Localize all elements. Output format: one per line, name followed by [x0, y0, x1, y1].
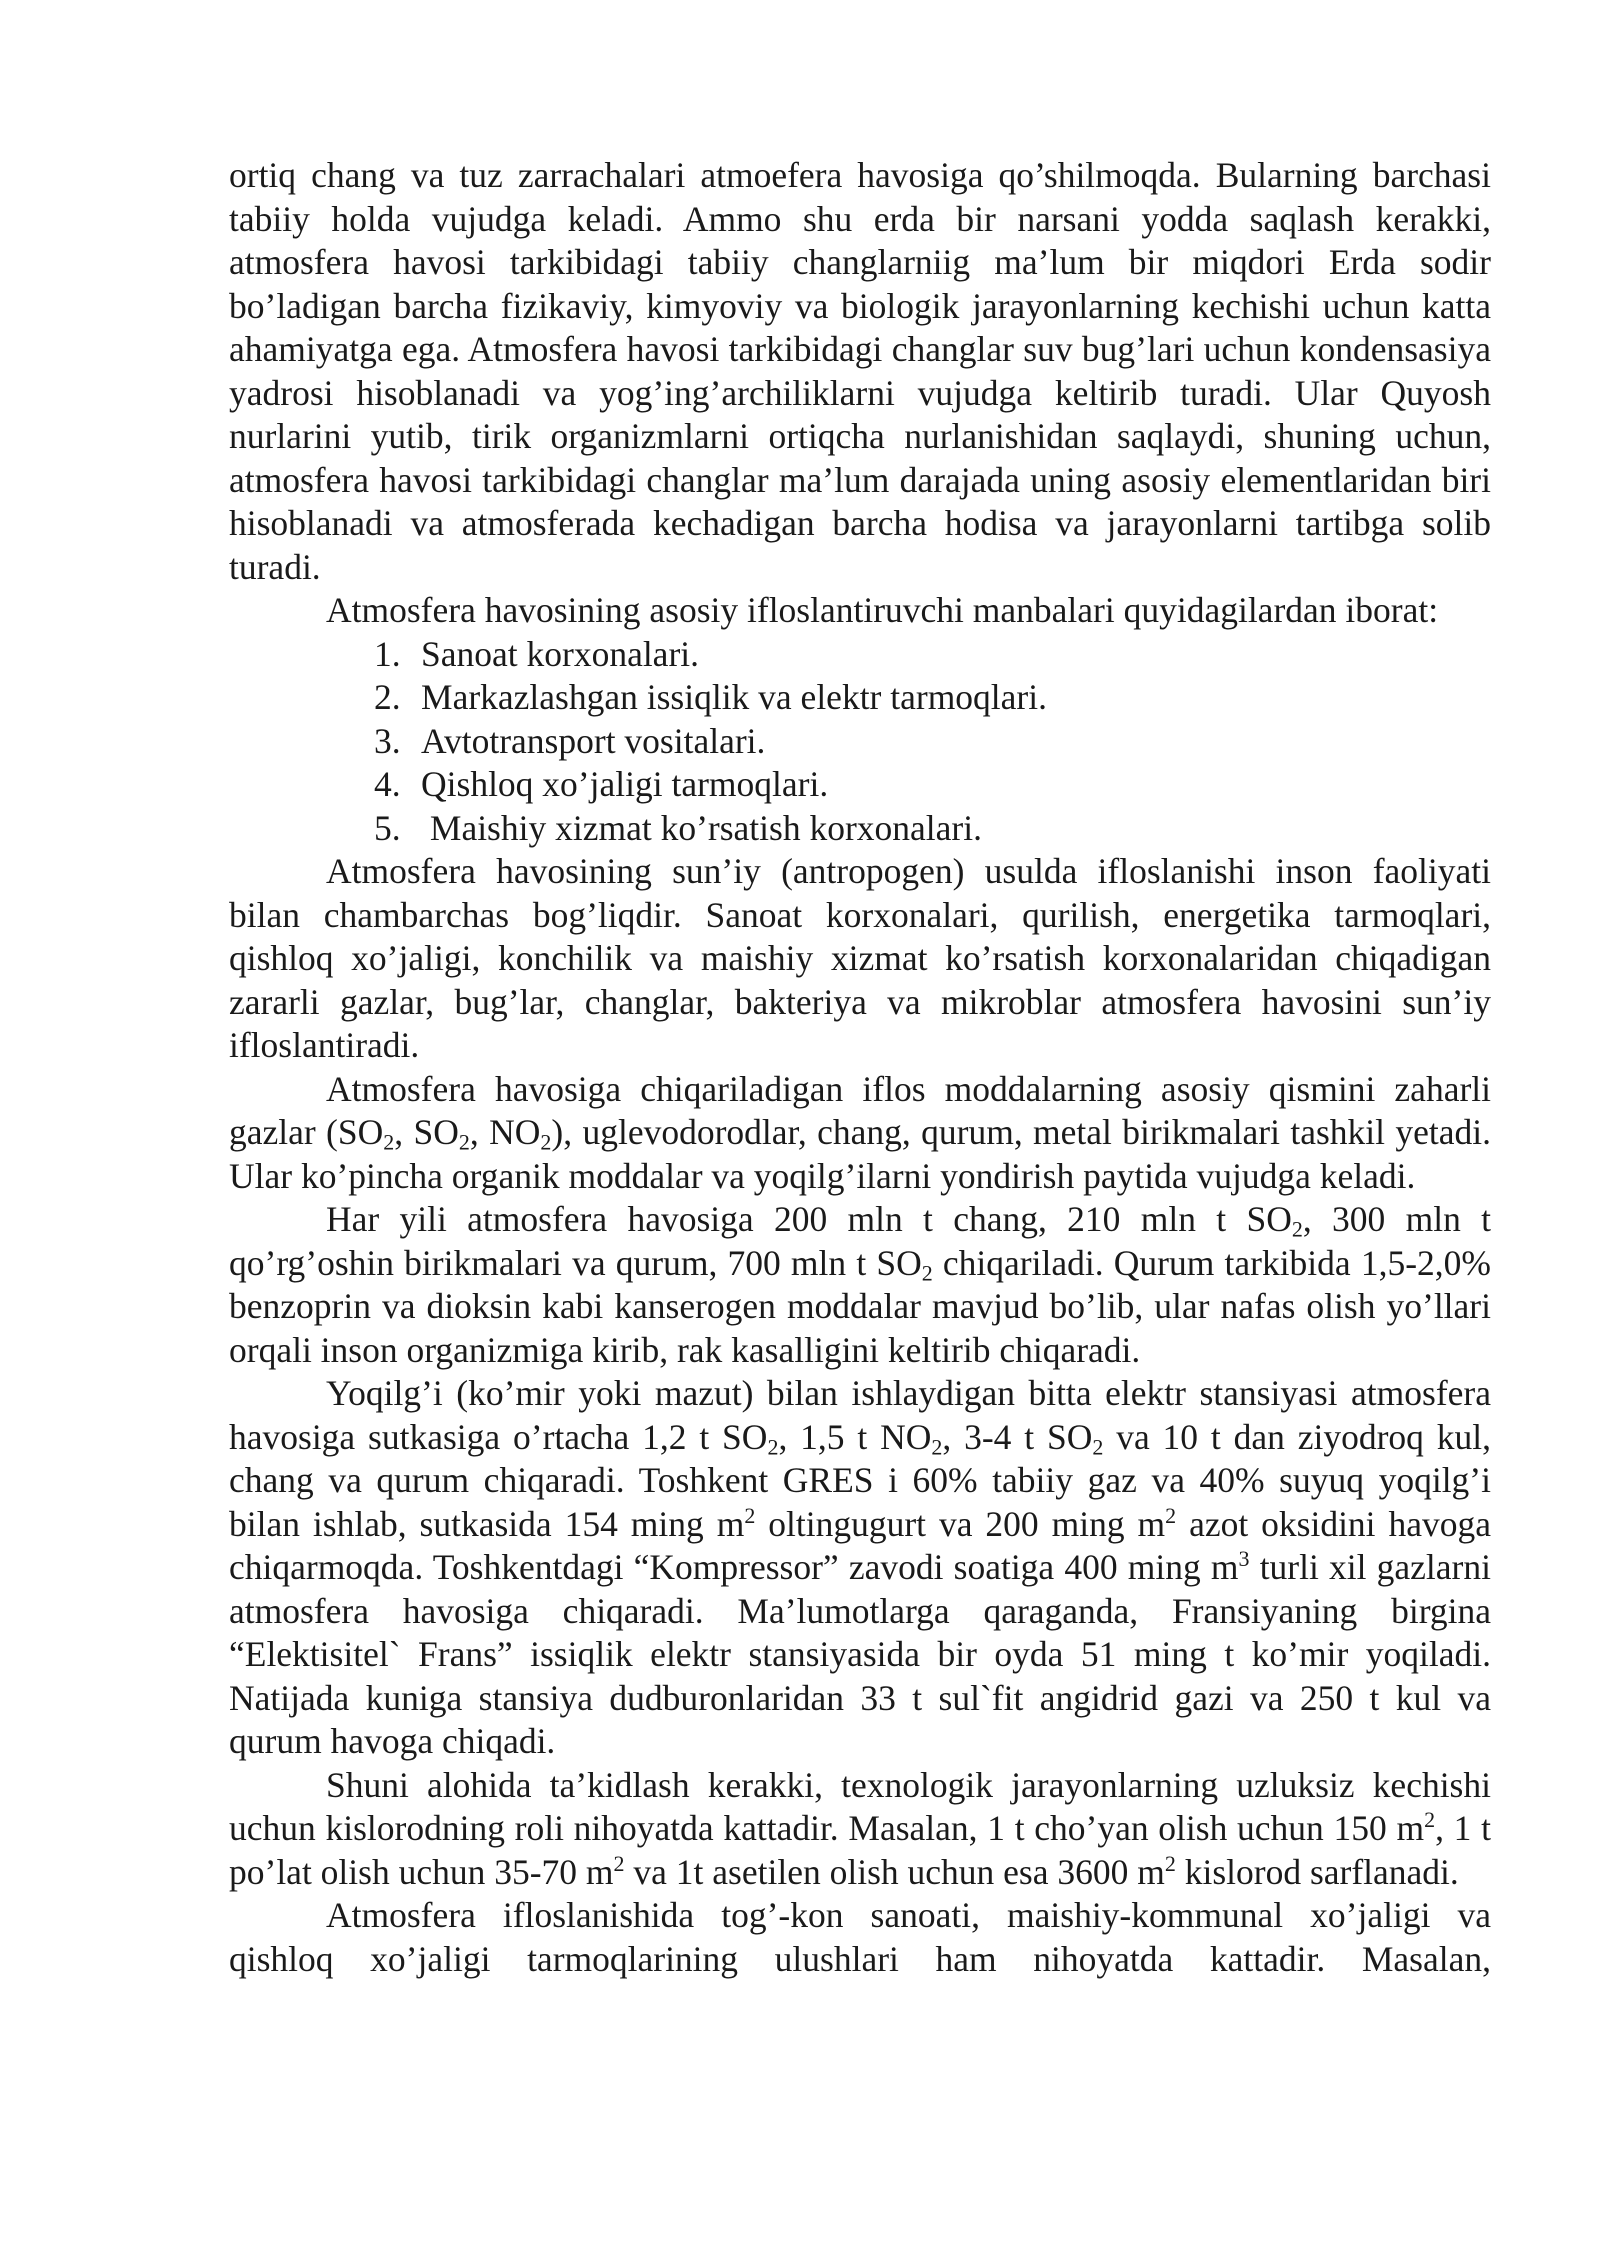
list-item — [229, 720, 1491, 764]
list-item-number: 3. — [374, 720, 401, 761]
list-item — [229, 676, 1491, 720]
document-page — [229, 154, 1491, 1981]
paragraph-pollution-sources-intro: Atmosfera havosining asosiy ifloslantiruvchi manbalari quyidagilardan iborat: — [326, 590, 1439, 630]
paragraph-annual-emissions: Har yili atmosfera havosiga 200 mln t chang, 210 mln t $SO_2$, 300 mln t qo’rg’oshin birikmalari va qurum, 700 mln t $SO_2$ chiqariladi. Qurum tarkibida 1,5-2,0% benzoprin va dioksin kabi kanserogen moddalar mavjud bo’lib, ular nafas olish yo’llari orqali inson organizmiga kirib, rak kasalligini keltirib chiqaradi. — [229, 1199, 1491, 1370]
list-item-number: 4. — [374, 764, 401, 804]
list-item-text: Sanoat korxonalari. — [421, 633, 700, 674]
list-item-text: Maishiy xizmat ko’rsatish korxonalari. — [421, 807, 982, 848]
paragraph-power-station-emissions: Yoqilg’i (ko’mir yoki mazut) bilan ishlaydigan bitta elektr stansiyasi atmosfera havosiga sutkasiga o’rtacha 1,2 t $SO_2$, 1,5 t $NO_2$, 3-4 t $SO_2$ va 10 t dan ziyodroq kul, chang va qurum chiqaradi. Toshkent GRES i 60% tabiiy gaz va 40% suyuq yoqilg’i bilan ishlab, sutkasida 154 ming $m^2$ oltingugurt va 200 ming $m^2$ azot oksidini havoga chiqarmoqda. Toshkentdagi “Kompressor” zavodi soatiga 400 ming $m^3$ turli xil gazlarni atmosfera havosiga chiqaradi. Ma’lumotlarga qaraganda, Fransiyaning birgina “Elektisitel` Frans” issiqlik elektr stansiyasida bir oyda 51 ming t ko’mir yoqiladi. Natijada kuniga stansiya dudburonlaridan 33 t sul`fit angidrid gazi va 250 t kul va qurum havoga chiqadi. — [229, 1373, 1492, 1761]
paragraph-toxic-gases: Atmosfera havosiga chiqariladigan iflos moddalarning asosiy qismini zaharli gazlar ($SO_2$, $SO_2$, $NO_2$), uglevodorodlar, chang, qurum, metal birikmalari tashkil yetadi. Ular ko’pincha organik moddalar va yoqilg’ilarni yondirish paytida vujudga keladi. — [229, 1068, 1491, 1196]
list-item-number: 2. — [374, 677, 401, 717]
list-item — [229, 633, 1491, 677]
paragraph-oxygen-consumption: Shuni alohida ta’kidlash kerakki, texnologik jarayonlarning uzluksiz kechishi uchun kislorodning roli nihoyatda kattadir. Masalan, 1 t cho’yan olish uchun 150 $m^2$, 1 t po’lat olish uchun 35-70 $m^2$ va 1t asetilen olish uchun esa 3600 $m^2$ kislorod sarflanadi. — [229, 1764, 1491, 1892]
list-item-number: 1. — [374, 633, 401, 674]
list-item — [229, 807, 1491, 851]
list-item-number: 5. — [374, 807, 401, 848]
list-item — [229, 763, 1491, 807]
paragraph-mining-agriculture: Atmosfera ifloslanishida tog’-kon sanoati, maishiy-kommunal xo’jaligi va qishloq xo’jaligi tarmoqlarining ulushlari ham nihoyatda kattadir. Masalan, — [229, 1895, 1491, 1979]
list-item-text: Avtotransport vositalari. — [421, 720, 766, 761]
list-item-text: Qishloq xo’jaligi tarmoqlari. — [421, 764, 829, 804]
pollution-sources-list — [229, 633, 1491, 851]
paragraph-anthropogen-pollution: Atmosfera havosining sun’iy (antropogen) usulda ifloslanishi inson faoliyati bilan chambarchas bog’liqdir. Sanoat korxonalari, qurilish, energetika tarmoqlari, qishloq xo’jaligi, konchilik va maishiy xizmat ko’rsatish korxonalaridan chiqadigan zararli gazlar, bug’lar, changlar, bakteriya va mikroblar atmosfera havosini sun’iy ifloslantiradi. — [229, 851, 1491, 1065]
paragraph-dust-particles: ortiq chang va tuz zarrachalari atmoefera havosiga qo’shilmoqda. Bularning barchasi tabiiy holda vujudga keladi. Ammo shu erda bir narsani yodda saqlash kerakki, atmosfera havosi tarkibidagi tabiiy changlarniig ma’lum bir miqdori Erda sodir bo’ladigan barcha fizikaviy, kimyoviy va biologik jarayonlarning kechishi uchun katta ahamiyatga ega. Atmosfera havosi tarkibidagi changlar suv bug’lari uchun kondensasiya yadrosi hisoblanadi va yog’ing’archiliklarni vujudga keltirib turadi. Ular Quyosh nurlarini yutib, tirik organizmlarni ortiqcha nurlanishidan saqlaydi, shuning uchun, atmosfera havosi tarkibidagi changlar ma’lum darajada uning asosiy elementlaridan biri hisoblanadi va atmosferada kechadigan barcha hodisa va jarayonlarni tartibga solib turadi. — [229, 155, 1491, 587]
list-item-text: Markazlashgan issiqlik va elektr tarmoqlari. — [421, 677, 1047, 717]
